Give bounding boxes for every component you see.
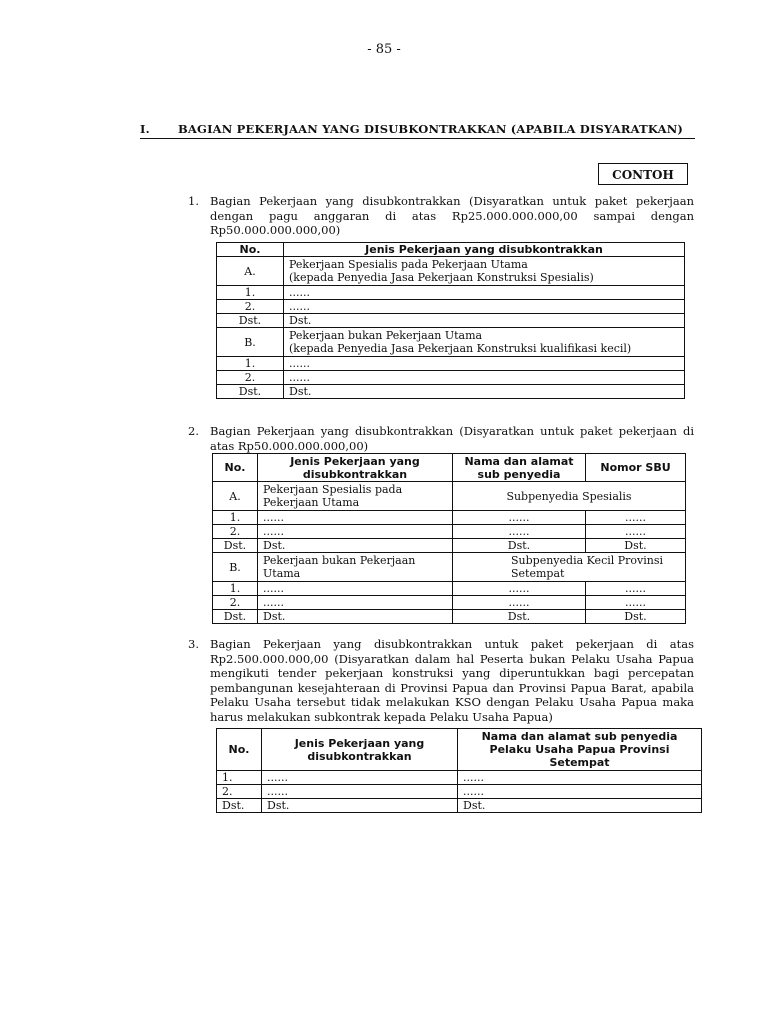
header-jenis: Jenis Pekerjaan yang disubkontrakkan bbox=[258, 454, 453, 482]
row-jenis: Dst. bbox=[284, 385, 685, 399]
row-sbu: ...... bbox=[586, 511, 686, 525]
table-row bbox=[213, 610, 686, 624]
table-row bbox=[217, 371, 685, 385]
row-sbu: ...... bbox=[586, 582, 686, 596]
header-nomor-sbu: Nomor SBU bbox=[586, 454, 686, 482]
row-jenis-line1: Pekerjaan bukan Pekerjaan Utama bbox=[289, 329, 483, 342]
heading-underline bbox=[140, 138, 695, 139]
row-jenis: ...... bbox=[284, 357, 685, 371]
row-no: 1. bbox=[217, 286, 284, 300]
row-no: Dst. bbox=[213, 539, 258, 553]
table-row bbox=[217, 385, 685, 399]
row-sbu: Dst. bbox=[586, 539, 686, 553]
table-row bbox=[213, 511, 686, 525]
table-header-row bbox=[217, 243, 685, 257]
row-no: 1. bbox=[213, 582, 258, 596]
row-jenis: Pekerjaan bukan Pekerjaan Utama bbox=[258, 553, 453, 582]
item-text: Bagian Pekerjaan yang disubkontrakkan untuk paket pekerjaan di atas Rp2.500.000.000,00 (Disyaratkan dalam hal Peserta bukan Pelaku Usaha Papua mengikuti tender pekerjaan konstruksi yang diperuntukkan bagi percepatan pembangunan kesejahteraan di Provinsi Papua dan Provinsi Papua Barat, apabila Pelaku Usaha tersebut tidak melakukan KSO dengan Pelaku Usaha Papua maka harus melakukan subkontrak kepada Pelaku Usaha Papua) bbox=[210, 637, 694, 724]
row-nama: ...... bbox=[458, 771, 702, 785]
table-row bbox=[217, 357, 685, 371]
row-jenis-line1: Pekerjaan Spesialis pada Pekerjaan Utama bbox=[289, 258, 528, 271]
section-number: I. bbox=[140, 122, 150, 136]
header-nama-alamat: Nama dan alamat sub penyedia bbox=[453, 454, 586, 482]
row-no: 1. bbox=[213, 511, 258, 525]
row-nama: ...... bbox=[453, 582, 586, 596]
row-jenis: Dst. bbox=[258, 539, 453, 553]
row-no: 2. bbox=[217, 371, 284, 385]
item-text: Bagian Pekerjaan yang disubkontrakkan (Disyaratkan untuk paket pekerjaan di atas Rp50.000.000.000,00) bbox=[210, 424, 694, 453]
table-row bbox=[217, 314, 685, 328]
row-jenis: ...... bbox=[262, 785, 458, 799]
table-row bbox=[213, 582, 686, 596]
page-number: - 85 - bbox=[367, 42, 401, 57]
table-section-row bbox=[213, 482, 686, 511]
row-nama: Dst. bbox=[453, 610, 586, 624]
table-row bbox=[213, 596, 686, 610]
row-no: 2. bbox=[217, 785, 262, 799]
row-jenis: ...... bbox=[284, 371, 685, 385]
row-jenis: ...... bbox=[284, 286, 685, 300]
table-row bbox=[217, 286, 685, 300]
row-jenis bbox=[284, 328, 685, 357]
row-no: Dst. bbox=[217, 314, 284, 328]
row-nama: ...... bbox=[453, 525, 586, 539]
row-no: 1. bbox=[217, 357, 284, 371]
row-nama: ...... bbox=[453, 596, 586, 610]
table-row bbox=[217, 785, 702, 799]
row-nama: Dst. bbox=[458, 799, 702, 813]
row-no: Dst. bbox=[217, 799, 262, 813]
row-jenis: ...... bbox=[262, 771, 458, 785]
header-jenis: Jenis Pekerjaan yang disubkontrakkan bbox=[262, 729, 458, 771]
section-title: BAGIAN PEKERJAAN YANG DISUBKONTRAKKAN (APABILA DISYARATKAN) bbox=[178, 122, 684, 136]
row-jenis: ...... bbox=[258, 596, 453, 610]
row-no: Dst. bbox=[217, 385, 284, 399]
table-row bbox=[217, 771, 702, 785]
header-no: No. bbox=[217, 243, 284, 257]
header-nama-alamat: Nama dan alamat sub penyedia Pelaku Usaha Papua Provinsi Setempat bbox=[458, 729, 702, 771]
row-no: A. bbox=[217, 257, 284, 286]
row-jenis: ...... bbox=[284, 300, 685, 314]
row-no: 2. bbox=[213, 596, 258, 610]
header-no: No. bbox=[213, 454, 258, 482]
table-section-row bbox=[213, 553, 686, 582]
table-row bbox=[217, 257, 685, 286]
row-jenis: ...... bbox=[258, 525, 453, 539]
row-no: Dst. bbox=[213, 610, 258, 624]
row-no: B. bbox=[213, 553, 258, 582]
row-no: 2. bbox=[213, 525, 258, 539]
row-nama: ...... bbox=[453, 511, 586, 525]
header-no: No. bbox=[217, 729, 262, 771]
row-nama: Dst. bbox=[453, 539, 586, 553]
table-row bbox=[217, 300, 685, 314]
subcontract-table-2 bbox=[212, 453, 686, 624]
table-header-row bbox=[213, 454, 686, 482]
row-no: B. bbox=[217, 328, 284, 357]
row-no: A. bbox=[213, 482, 258, 511]
row-subpenyedia: Subpenyedia Spesialis bbox=[453, 482, 686, 511]
item-number: 2. bbox=[188, 424, 199, 438]
item-number: 3. bbox=[188, 637, 199, 651]
row-sbu: ...... bbox=[586, 596, 686, 610]
row-sbu: Dst. bbox=[586, 610, 686, 624]
item-text: Bagian Pekerjaan yang disubkontrakkan (Disyaratkan untuk paket pekerjaan dengan pagu anggaran di atas Rp25.000.000.000,00 sampai dengan Rp50.000.000.000,00) bbox=[210, 194, 694, 237]
row-subpenyedia: Subpenyedia Kecil Provinsi Setempat bbox=[453, 553, 686, 582]
table-row bbox=[213, 525, 686, 539]
table-row bbox=[217, 799, 702, 813]
row-nama: ...... bbox=[458, 785, 702, 799]
row-jenis: Dst. bbox=[262, 799, 458, 813]
row-jenis: Pekerjaan Spesialis pada Pekerjaan Utama bbox=[258, 482, 453, 511]
row-jenis: ...... bbox=[258, 582, 453, 596]
row-no: 2. bbox=[217, 300, 284, 314]
row-jenis-line2: (kepada Penyedia Jasa Pekerjaan Konstruksi kualifikasi kecil) bbox=[289, 342, 632, 355]
row-jenis: Dst. bbox=[258, 610, 453, 624]
item-number: 1. bbox=[188, 194, 199, 208]
table-row bbox=[213, 539, 686, 553]
row-sbu: ...... bbox=[586, 525, 686, 539]
subcontract-table-3 bbox=[216, 728, 702, 813]
row-jenis-line2: (kepada Penyedia Jasa Pekerjaan Konstruksi Spesialis) bbox=[289, 271, 594, 284]
header-jenis: Jenis Pekerjaan yang disubkontrakkan bbox=[284, 243, 685, 257]
row-jenis: Dst. bbox=[284, 314, 685, 328]
subcontract-table-1 bbox=[216, 242, 685, 399]
contoh-box: CONTOH bbox=[598, 163, 688, 185]
table-row bbox=[217, 328, 685, 357]
row-jenis bbox=[284, 257, 685, 286]
row-no: 1. bbox=[217, 771, 262, 785]
row-jenis: ...... bbox=[258, 511, 453, 525]
table-header-row bbox=[217, 729, 702, 771]
